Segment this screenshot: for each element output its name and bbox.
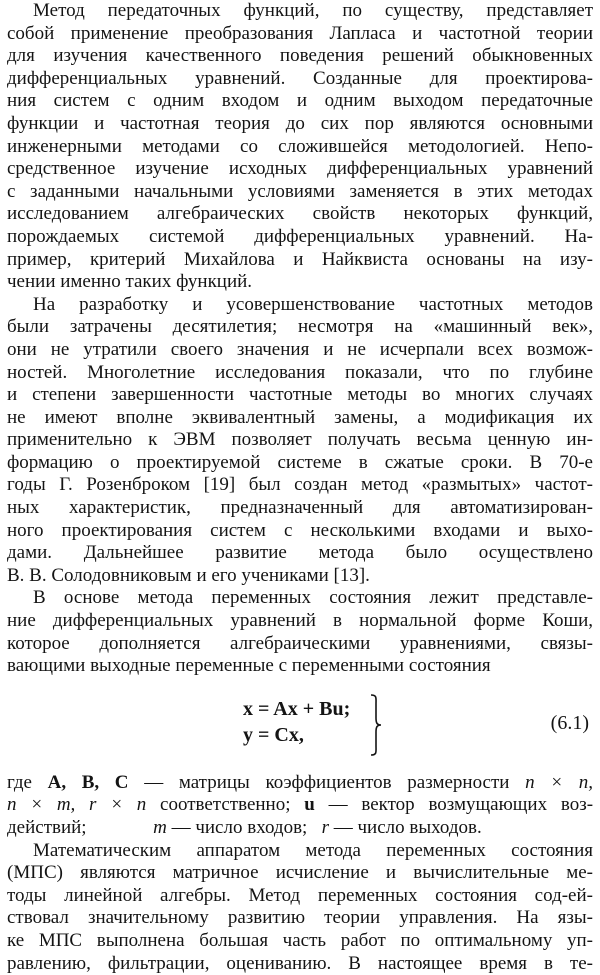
- equation-row-state: x = Ax + Bu;: [243, 697, 351, 720]
- text-line: ке МПС выполнена большая часть работ по оптимальному уп-: [7, 929, 593, 951]
- text-line: порождаемых системой дифференциальных уравнений. На-: [7, 225, 593, 247]
- vector-symbol: u: [304, 794, 315, 816]
- text-line: пример, критерий Михайлова и Найквиста основаны на изу-: [7, 248, 593, 270]
- text-line: годы Г. Розенброком [19] был создан метод «размытых» частот-: [7, 474, 593, 496]
- text-line: ных характеристик, предназначенный для автоматизирован-: [7, 497, 593, 519]
- dimension-symbol: n × m, r × n: [7, 794, 147, 816]
- paragraph-definitions: [7, 772, 593, 840]
- paragraph-state-variables: [7, 587, 593, 677]
- text-line: ние дифференциальных уравнений в нормальной форме Коши,: [7, 610, 593, 632]
- text-line: не имеют вполне эквивалентный замены, а модификация их: [7, 406, 593, 428]
- dimension-symbol: n × n,: [525, 771, 593, 793]
- text-fragment: — число входов;: [171, 817, 308, 838]
- text-line: функции и частотная теория до сих пор являются основными: [7, 112, 593, 134]
- matrix-symbols: A, B, C: [47, 771, 129, 793]
- text-line: они не утратили своего значения и не исчерпали всех возмож-: [7, 338, 593, 360]
- text-fragment: действий;: [7, 817, 87, 838]
- text-line: средственное изучение исходных дифференциальных уравнений: [7, 158, 593, 180]
- variable-symbol: m: [153, 817, 167, 838]
- text-line: дифференциальных уравнений. Созданные для проектирова-: [7, 67, 593, 89]
- equation-number: (6.1): [550, 711, 589, 734]
- text-line: тоды линейной алгебры. Метод переменных состояния сод-ей-: [7, 884, 593, 906]
- text-line: Математическим аппаратом метода переменных состояния: [33, 839, 593, 861]
- text-line: [7, 817, 593, 840]
- text-line: вающими выходные переменные с переменными состояния: [7, 655, 491, 677]
- text-line: равлению, фильтрации, оцениванию. В настоящее время в те-: [7, 952, 593, 974]
- text-line: ного проектирования систем с несколькими входами и выхо-: [7, 519, 593, 541]
- equation-row-output: y = Cx,: [243, 723, 304, 746]
- text-fragment: где: [7, 771, 32, 793]
- text-line: исследованием алгебраических свойств некоторых функций,: [7, 203, 593, 225]
- text-line: и степени завершенности частотные методы во многих случаях: [7, 384, 593, 406]
- text-line: формацию о проектируемой системе в сжатые сроки. В 70-е: [7, 451, 593, 473]
- text-line: [7, 794, 593, 817]
- text-line: [7, 772, 593, 795]
- text-line: Метод передаточных функций, по существу, представляет: [33, 0, 593, 21]
- text-line: с заданными начальными условиями заменяется в этих методах: [7, 180, 593, 202]
- page-text: [7, 0, 593, 975]
- paragraph-transfer-functions: [7, 0, 593, 294]
- text-line: применительно к ЭВМ позволяет получать весьма ценную ин-: [7, 429, 593, 451]
- right-brace-icon: [369, 694, 383, 756]
- text-line: ствовал значительному развитию теории управления. На язы-: [7, 907, 593, 929]
- text-line: для изучения качественного поведения решений обыкновенных: [7, 45, 593, 67]
- text-line: ностей. Многолетние исследования показали, что по глубине: [7, 361, 593, 383]
- variable-symbol: r: [321, 817, 329, 838]
- paragraph-frequency-methods: [7, 294, 593, 588]
- text-line: В. В. Солодовниковым и его учениками [13].: [7, 564, 370, 586]
- text-fragment: соответственно;: [160, 794, 291, 816]
- text-line: инженерными методами со сложившейся методологией. Непо-: [7, 135, 593, 157]
- text-line: которое дополняется алгебраическими уравнениями, связы-: [7, 632, 593, 654]
- equation-6-1: [7, 694, 593, 760]
- text-line: (МПС) являются матричное исчисление и вычислительные ме-: [7, 862, 593, 884]
- text-line: чении именно таких функций.: [7, 271, 253, 293]
- text-line: дами. Дальнейшее развитие метода было осуществлено: [7, 542, 593, 564]
- text-line: собой применение преобразования Лапласа и частотной теории: [7, 22, 593, 44]
- text-fragment: — вектор возмущающих воз-: [328, 794, 593, 816]
- text-fragment: — число выходов.: [333, 817, 482, 838]
- paragraph-mps: [7, 840, 593, 975]
- text-line: были затрачены десятилетия; несмотря на «машинный век»,: [7, 316, 593, 338]
- text-line: На разработку и усовершенствование частотных методов: [33, 293, 593, 315]
- text-line: ния систем с одним входом и одним выходом передаточные: [7, 90, 593, 112]
- text-fragment: — матрицы коэффициентов размерности: [144, 771, 510, 793]
- text-line: В основе метода переменных состояния лежит представле-: [33, 587, 593, 609]
